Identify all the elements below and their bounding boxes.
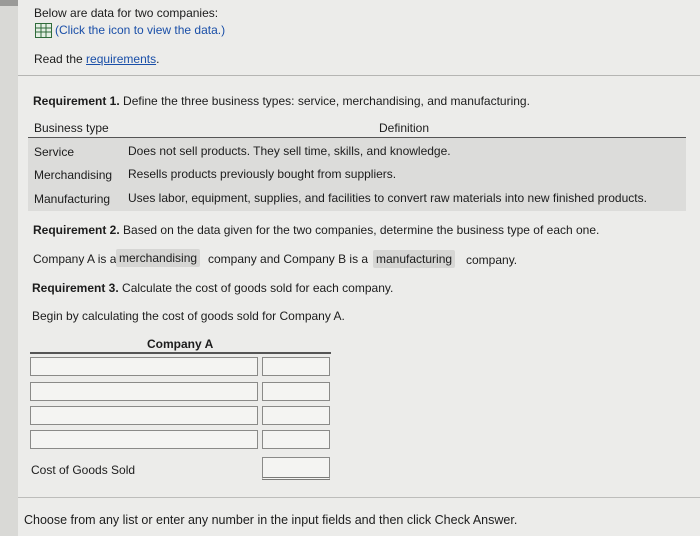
data-table-icon[interactable] [35,23,52,38]
footer-instruction: Choose from any list or enter any number in the input fields and then click Check Answer. [24,513,518,527]
req2-text: Based on the data given for the two companies, determine the business type of each one. [123,223,600,237]
requirement-1 [33,94,530,108]
worksheet-heading: Company A [147,337,214,351]
req1-label: Requirement 1. [33,94,120,108]
header-definition: Definition [379,121,430,135]
company-b-sentence-mid: company and Company B is a [208,252,369,266]
cogs-amount-input[interactable] [262,457,330,480]
requirements-link[interactable]: requirements [86,52,157,66]
question-panel [18,0,700,535]
cogs-label: Cost of Goods Sold [31,463,136,477]
table-row-type: Merchandising [34,168,113,182]
worksheet-amount-input[interactable] [262,406,330,425]
company-b-type-select[interactable]: manufacturing [373,250,455,268]
header-business-type: Business type [34,121,109,135]
req2-label: Requirement 2. [33,223,120,237]
table-row-definition: Resells products previously bought from suppliers. [128,167,397,181]
worksheet-label-select[interactable] [30,430,258,449]
divider [18,75,700,76]
company-a-type-select[interactable]: merchandising [116,249,200,267]
view-data-link[interactable]: (Click the icon to view the data.) [55,23,226,37]
read-suffix: . [156,52,160,66]
company-sentence-end: company. [466,253,518,267]
table-row-definition: Does not sell products. They sell time, skills, and knowledge. [128,144,451,158]
worksheet-label-select[interactable] [30,406,258,425]
begin-instruction: Begin by calculating the cost of goods sold for Company A. [32,309,345,323]
read-prefix: Read the [34,52,87,66]
company-a-sentence-start: Company A is a [33,252,117,266]
req3-label: Requirement 3. [32,281,119,295]
worksheet-label-select[interactable] [30,357,258,376]
req3-text: Calculate the cost of goods sold for each company. [122,281,394,295]
intro-text: Below are data for two companies: [34,6,219,20]
req1-text: Define the three business types: service, merchandising, and manufacturing. [123,94,530,108]
requirement-3 [32,281,393,295]
requirement-2 [33,223,599,237]
worksheet-amount-input[interactable] [262,430,330,449]
read-requirements-line [34,52,159,66]
table-row-definition: Uses labor, equipment, supplies, and facilities to convert raw materials into new finished products. [128,191,647,205]
worksheet-amount-input[interactable] [262,382,330,401]
table-row-type: Manufacturing [34,192,111,206]
worksheet-heading-rule [30,352,331,354]
worksheet-amount-input[interactable] [262,357,330,376]
worksheet-label-select[interactable] [30,382,258,401]
table-row-type: Service [34,145,75,159]
table-header-rule [28,137,686,138]
